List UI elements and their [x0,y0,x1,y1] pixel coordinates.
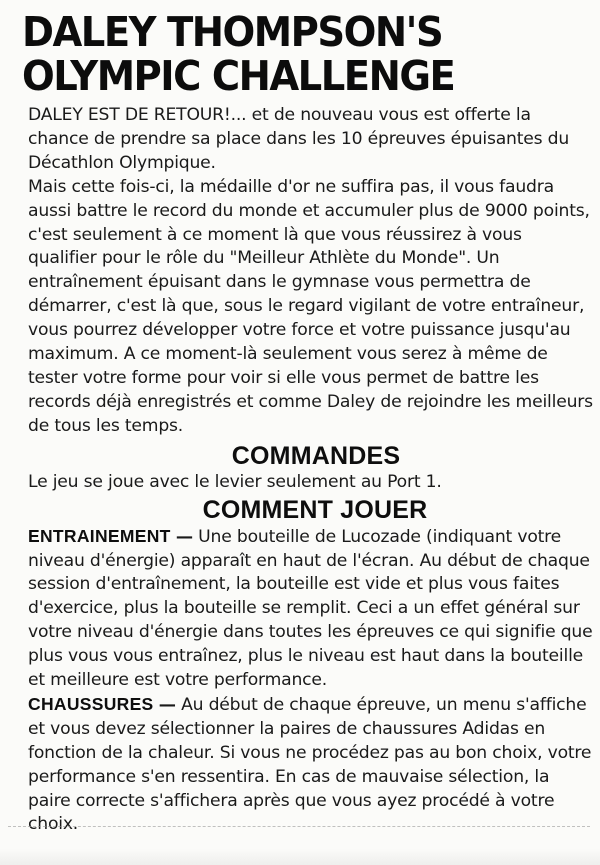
chaussures-text: Au début de chaque épreuve, un menu s'affiche et vous devez sélectionner la paires de chaussures Adidas en fonction de la chaleur. Si vous ne procédez pas au bon choix, votre performance s'en ressentira. En cas de mauvaise sélection, la paire correcte s'affichera après que vous ayez procédé à votre choix. [28,694,592,835]
scan-edge-shadow [0,849,600,865]
title-line-2: OLYMPIC CHALLENGE [22,52,455,100]
page-title [22,10,567,98]
chaussures-paragraph [28,693,594,837]
title-line-1: DALEY THOMPSON'S [22,8,443,56]
commandes-heading: COMMANDES [231,441,401,470]
chaussures-label: CHAUSSURES [28,693,154,714]
entrainement-text: Une bouteille de Lucozade (indiquant votre niveau d'énergie) apparaît en haut de l'écran. Au début de chaque session d'entraînement, la bouteille est vide et plus vous faites d'exercice, plus la bouteille se remplit. Ceci a un effet général sur votre niveau d'énergie dans toutes les épreuves ce qui signifie que plus vous vous entraînez, plus le niveau est haut dans la bouteille et meilleure est votre performance. [28,526,593,691]
commandes-text: Le jeu se joue avec le levier seulement au Port 1. [28,471,442,492]
comment-jouer-heading: COMMENT JOUER [202,495,428,524]
entrainement-dash: — [175,526,193,547]
intro-paragraph-2: Mais cette fois-ci, la médaille d'or ne suffira pas, il vous faudra aussi battre le record du monde et accumuler plus de 9000 points, c'est seulement à ce moment là que vous réussirez à vous qualifier pour le rôle du "Meilleur Athlète du Monde". Un entraînement épuisant dans le gymnase vous permettra de démarrer, c'est là que, sous le regard vigilant de votre entraîneur, vous pourrez développer votre force et votre puissance jusqu'au maximum. A ce moment-là seulement vous serez à même de tester votre forme pour voir si elle vous permet de battre les records déjà enregistrés et comme Daley de rejoindre les meilleurs de tous les temps. [28,176,593,436]
intro-paragraph-1: DALEY EST DE RETOUR!... et de nouveau vous est offerte la chance de prendre sa place dans les 10 épreuves épuisantes du Décathlon Olympique. [28,105,570,173]
entrainement-label: ENTRAINEMENT [28,525,171,546]
manual-body [28,104,594,837]
entrainement-paragraph [28,525,594,693]
chaussures-dash: — [158,694,176,715]
scan-fold-line [8,826,590,827]
